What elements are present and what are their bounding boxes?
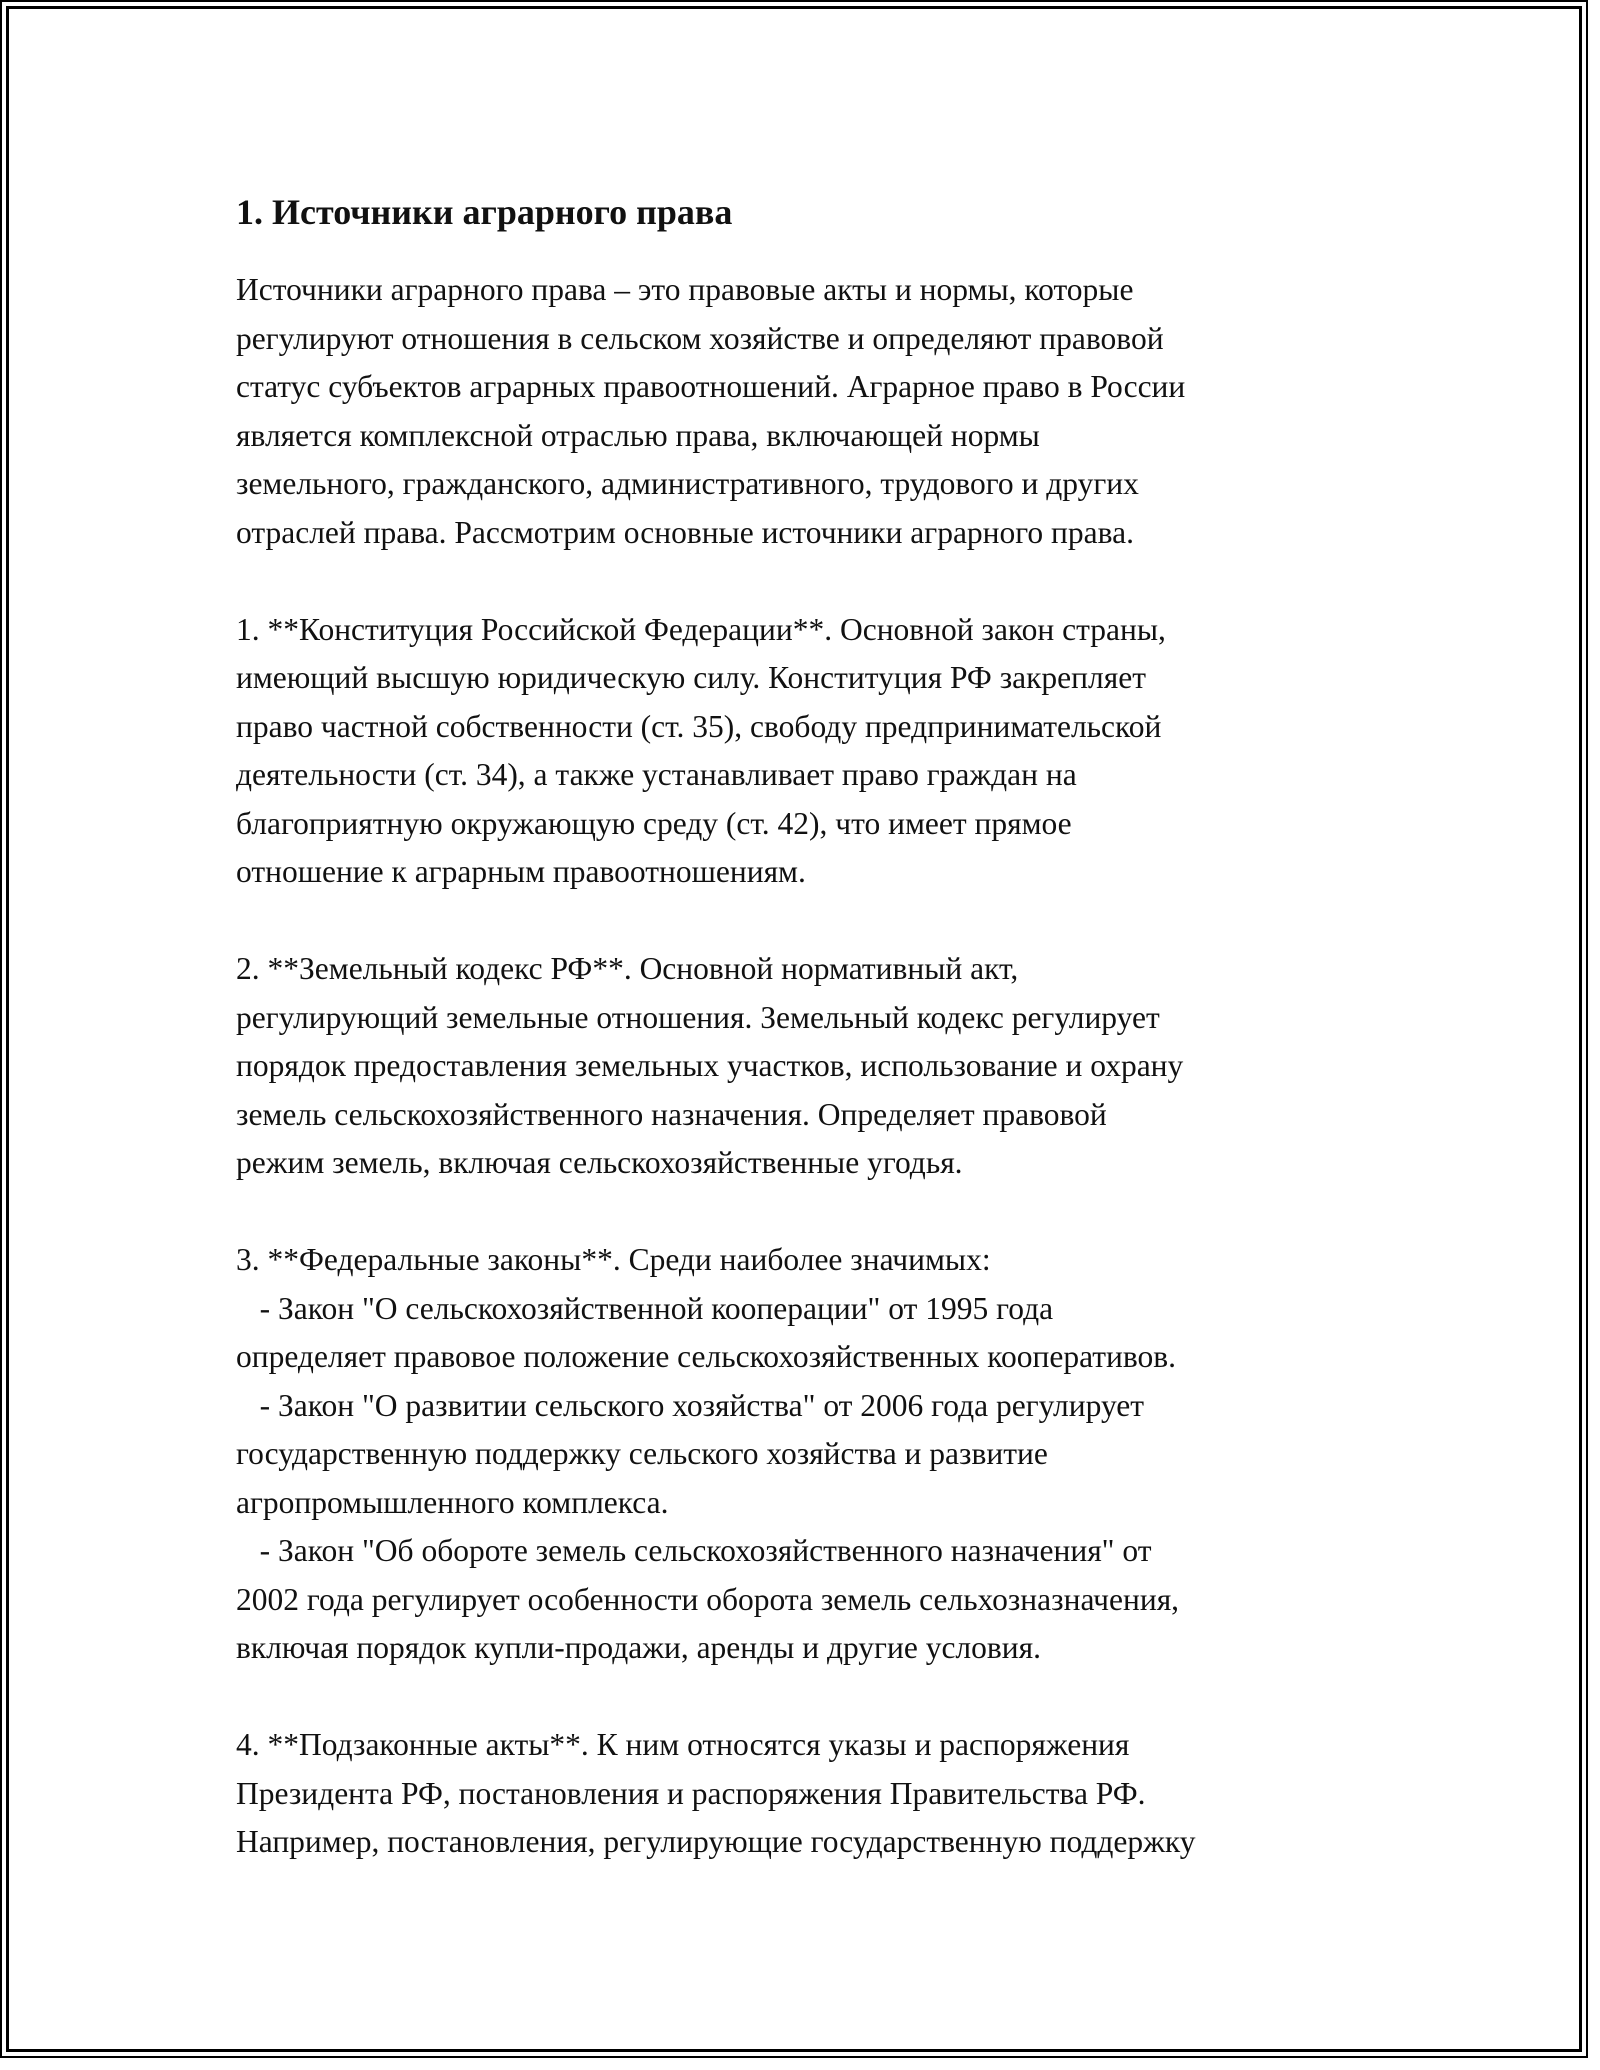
paragraph-bylaws [236,1721,1416,1867]
text-line: государственную поддержку сельского хозяйства и развитие [236,1436,1048,1471]
text-line: режим земель, включая сельскохозяйственные угодья. [236,1145,963,1180]
text-line: - Закон "О развитии сельского хозяйства" от 2006 года регулирует [236,1387,1145,1423]
text-line: 3. **Федеральные законы**. Среди наиболее значимых: [236,1242,991,1277]
text-line: статус субъектов аграрных правоотношений. Аграрное право в России [236,369,1186,404]
text-line: деятельности (ст. 34), а также устанавливает право граждан на [236,757,1077,792]
text-line: 2. **Земельный кодекс РФ**. Основной нормативный акт, [236,951,1019,986]
text-line: регулирующий земельные отношения. Земельный кодекс регулирует [236,999,1160,1035]
text-line: благоприятную окружающую среду (ст. 42), что имеет прямое [236,805,1072,841]
text-line: 4. **Подзаконные акты**. К ним относятся указы и распоряжения [236,1727,1130,1762]
text-line: отраслей права. Рассмотрим основные источники аграрного права. [236,514,1134,550]
paragraph-constitution [236,606,1416,897]
text-line: право частной собственности (ст. 35), свободу предпринимательской [236,708,1162,744]
document-body [236,186,1416,1915]
text-line: земельного, гражданского, административного, трудового и других [236,466,1139,501]
text-line: включая порядок купли-продажи, аренды и другие условия. [236,1630,1041,1665]
paragraph-land-code [236,945,1416,1188]
text-line: отношение к аграрным правоотношениям. [236,854,806,889]
text-line: Источники аграрного права – это правовые акты и нормы, которые [236,272,1134,307]
text-line: регулируют отношения в сельском хозяйстве и определяют правовой [236,320,1164,356]
text-line: определяет правовое положение сельскохозяйственных кооперативов. [236,1339,1177,1374]
text-line: Например, постановления, регулирующие государственную поддержку [236,1824,1196,1859]
text-line: агропромышленного комплекса. [236,1484,669,1520]
text-line: имеющий высшую юридическую силу. Конституция РФ закрепляет [236,660,1146,695]
text-line: Президента РФ, постановления и распоряжения Правительства РФ. [236,1775,1146,1811]
paragraph-intro [236,266,1416,557]
text-line: 2002 года регулирует особенности оборота земель сельхозназначения, [236,1581,1180,1617]
text-line: земель сельскохозяйственного назначения. Определяет правовой [236,1096,1107,1132]
page-title: 1. Источники аграрного права [236,192,733,232]
paragraph-federal-laws [236,1236,1416,1673]
text-line: - Закон "О сельскохозяйственной кооперации" от 1995 года [236,1290,1054,1326]
text-line: является комплексной отраслью права, включающей нормы [236,417,1040,453]
text-line: 1. **Конституция Российской Федерации**. Основной закон страны, [236,611,1166,647]
text-line: - Закон "Об обороте земель сельскохозяйственного назначения" от [236,1533,1152,1568]
text-line: порядок предоставления земельных участков, использование и охрану [236,1048,1184,1083]
